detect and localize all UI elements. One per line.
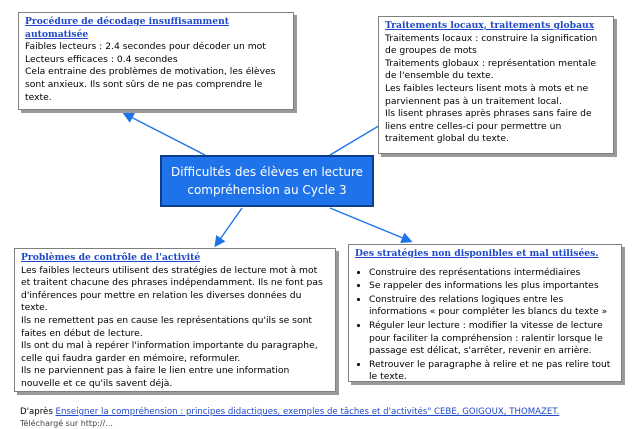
box-line: Les faibles lecteurs lisent mots à mots et ne parviennent pas à un traitement local.: [385, 82, 589, 107]
central-topic-line-2: compréhension au Cycle 3: [187, 183, 347, 197]
box-line: Ils ne parviennent pas à faire le lien entre une information nouvelle et ce qu'ils savent déjà.: [21, 365, 290, 389]
box-line: Traitements locaux : construire la signification de groupes de mots: [385, 32, 598, 57]
arrow-to-bottom-left: [216, 208, 242, 245]
box-activity-control: [14, 248, 336, 392]
box-strategies: [348, 244, 622, 382]
strategy-item: • Réguler leur lecture : modifier la vitesse de lecture pour faciliter la compréhension : ralentir lorsque le passage est délicat, s'arrêter, revenir en arrière.: [369, 320, 615, 358]
strategy-item: • Construire des représentations intermédiaires: [369, 267, 615, 280]
box-line: Faibles lecteurs : 2.4 secondes pour décoder un mot: [25, 41, 266, 53]
download-note: Téléchargé sur http://...: [20, 419, 113, 428]
citation-link[interactable]: Enseigner la compréhension : principes didactiques, exemples de tâches et d'activités" CEBE, GOIGOUX, THOMAZET.: [55, 407, 560, 417]
box-title: Procédure de décodage insuffisamment automatisée: [25, 16, 230, 40]
box-line: Ils ont du mal à repérer l'information importante du paragraphe, celle qui faudra garder en mémoire, reformuler.: [21, 340, 318, 364]
box-line: Traitements globaux : représentation mentale de l'ensemble du texte.: [385, 57, 597, 82]
box-title: Des stratégies non disponibles et mal utilisées.: [355, 248, 599, 259]
arrow-to-top-left: [125, 114, 205, 155]
box-decoding-procedure: [18, 12, 294, 110]
box-line: Ils lisent phrases après phrases sans faire de liens entre celles-ci pour permettre un traitement global du texte.: [385, 108, 592, 145]
box-line: Ils ne remettent pas en cause les représentations qu'ils se sont faites en début de lecture.: [21, 314, 313, 339]
box-line: Cela entraine des problèmes de motivation, les élèves sont anxieux. Ils sont sûrs de ne pas comprendre le texte.: [25, 66, 276, 103]
central-topic-line-1: Difficultés des élèves en lecture: [170, 165, 364, 179]
strategy-item: • Construire des relations logiques entre les informations « pour compléter les blancs du texte »: [369, 294, 615, 319]
box-local-global-processing: [378, 16, 614, 154]
strategy-item: • Se rappeler des informations les plus importantes: [369, 280, 615, 293]
box-title: Traitements locaux, traitements globaux: [385, 20, 595, 31]
strategy-item: • Retrouver le paragraphe à relire et ne pas relire tout le texte.: [369, 359, 615, 384]
box-line: Les faibles lecteurs utilisent des stratégies de lecture mot à mot et traitent chacune des phrases indépendamment. Ils ne font pas d'inférences pour mettre en relation les diverses données du texte.: [21, 264, 323, 314]
box-title: Problèmes de contrôle de l'activité: [21, 252, 201, 263]
strategy-list: [355, 267, 615, 384]
central-topic: [160, 155, 374, 207]
source-citation: [20, 407, 559, 418]
arrow-to-bottom-right: [330, 208, 410, 241]
citation-prefix: D'après: [20, 407, 56, 417]
box-line: Lecteurs efficaces : 0.4 secondes: [25, 53, 178, 65]
